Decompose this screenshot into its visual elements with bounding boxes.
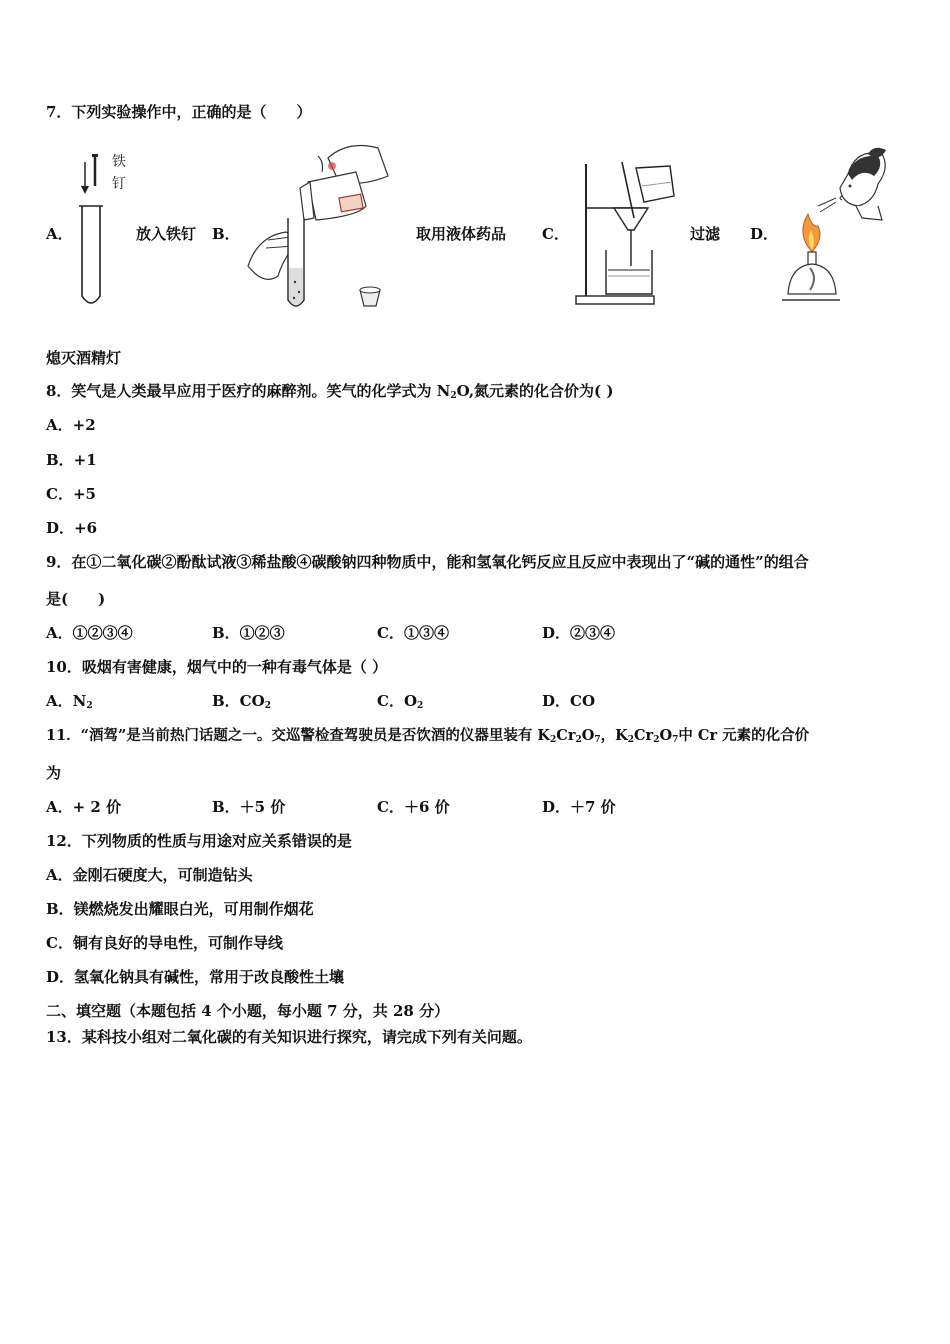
q8-option-d: D．+6 [46, 519, 98, 537]
q7-option-d-letter: D． [750, 225, 779, 243]
q11-stem-line-2: 为 [46, 764, 62, 782]
q7-figure-a-label-2: 钉 [112, 176, 126, 192]
q9-option-b: B．①②③ [212, 624, 285, 642]
q7-stem: 7．下列实验操作中，正确的是（ ） [46, 103, 312, 121]
q10-option-d: D．CO [542, 692, 596, 710]
q7-figure-c [572, 150, 682, 314]
q12-option-d: D．氢氧化钠具有碱性，常用于改良酸性土壤 [46, 968, 345, 986]
q7-figure-a-label-1: 铁 [112, 154, 126, 170]
q8-option-a: A．+2 [46, 416, 96, 434]
q8-option-c: C．+5 [46, 485, 96, 503]
q8-option-b: B．+1 [46, 451, 97, 469]
q11-option-a: A．+ 2 价 [46, 798, 122, 816]
q11-option-d: D．＋7 价 [542, 798, 616, 816]
q12-stem: 12．下列物质的性质与用途对应关系错误的是 [46, 832, 352, 850]
q12-option-b: B．镁燃烧发出耀眼白光，可用制作烟花 [46, 900, 314, 918]
q7-option-c-caption: 过滤 [690, 225, 721, 243]
q7-figure-a [70, 146, 140, 316]
q7-option-c-letter: C． [542, 225, 569, 243]
q11-option-b: B．＋5 价 [212, 798, 286, 816]
q7-figure-d [778, 144, 893, 314]
q9-option-d: D．②③④ [542, 624, 616, 642]
q7-option-b-caption: 取用液体药品 [416, 225, 507, 243]
q10-option-c: C．$O_2$ [377, 692, 424, 711]
q7-option-a-caption: 放入铁钉 [136, 225, 197, 243]
q9-option-c: C．①③④ [377, 624, 449, 642]
q9-stem-line-2: 是( ) [46, 590, 106, 608]
section-2-title: 二、填空题（本题包括 4 个小题，每小题 7 分，共 28 分） [46, 1002, 450, 1020]
q9-option-a: A．①②③④ [46, 624, 133, 642]
q7-option-d-caption: 熄灭酒精灯 [46, 349, 122, 367]
q11-option-c: C．＋6 价 [377, 798, 450, 816]
q7-option-a-letter: A． [46, 225, 73, 243]
q10-option-b: B．$CO_2$ [212, 692, 271, 711]
q10-option-a: A．$N_2$ [46, 692, 93, 711]
q11-stem-line-1: 11．“酒驾”是当前热门话题之一。交巡警检查驾驶员是否饮酒的仪器里装有 $K_2Cr_2O_7$，$K_2Cr_2O_7$中 Cr 元素的化合价 [46, 727, 810, 745]
q8-stem: 8．笑气是人类最早应用于医疗的麻醉剂。笑气的化学式为 $N_2O$,氮元素的化合价为( ) [46, 382, 614, 401]
q12-option-c: C．铜有良好的导电性，可制作导线 [46, 934, 283, 952]
q10-stem: 10．吸烟有害健康，烟气中的一种有毒气体是（ ） [46, 658, 388, 676]
q9-stem-line-1: 9．在①二氧化碳②酚酞试液③稀盐酸④碳酸钠四种物质中，能和氢氧化钙反应且反应中表现出了“碱的通性”的组合 [46, 553, 809, 571]
q7-option-b-letter: B． [212, 225, 240, 243]
q13-stem: 13．某科技小组对二氧化碳的有关知识进行探究，请完成下列有关问题。 [46, 1028, 532, 1046]
q7-figure-b [238, 136, 398, 320]
q12-option-a: A．金刚石硬度大，可制造钻头 [46, 866, 253, 884]
